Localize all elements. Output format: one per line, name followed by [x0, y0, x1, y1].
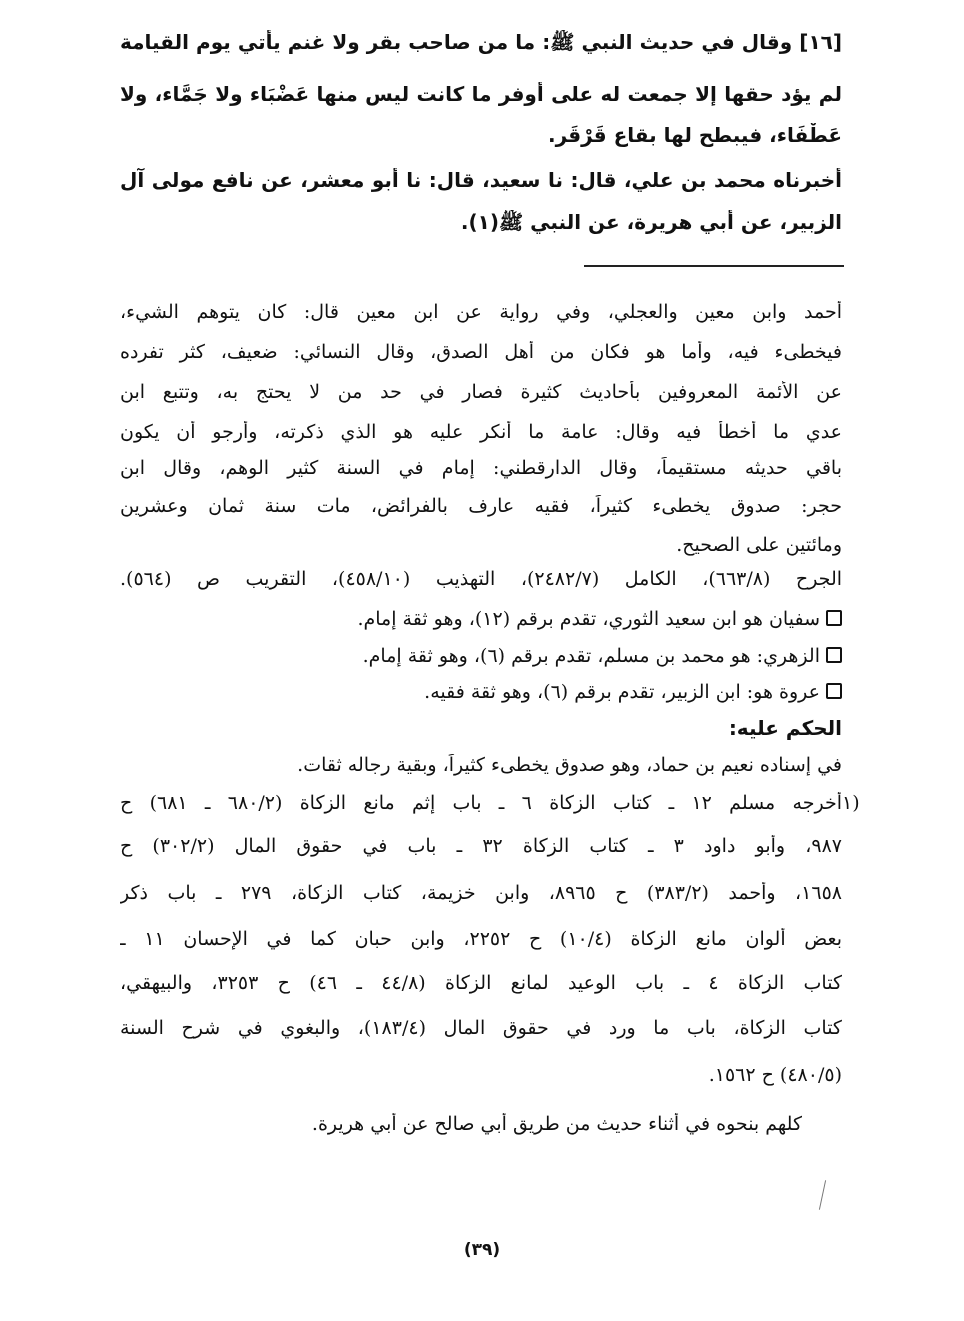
footnote-line-3: ١٦٥٨، وأحمد (٣٨٣/٢) ح ٨٩٦٥، وابن خزيمة، كتاب الزكاة، ٢٧٩ ـ باب ذكر	[120, 882, 842, 904]
bullet-text: عروة هو: ابن الزبير، تقدم برقم (٦)، وهو ثقة فقيه.	[424, 681, 820, 703]
narrator-bullet	[120, 645, 842, 667]
commentary-line-4: عدي ما أخطأ فيه وقال: عامة ما أنكر عليه هو الذي ذكرته، وأرجو أن يكون	[120, 421, 842, 443]
ruling-heading: الحكم عليه:	[728, 716, 842, 740]
references-line: الجرح (٦٦٣/٨)، الكامل (٢٤٨٢/٧)، التهذيب (٤٥٨/١٠)، التقريب ص (٥٦٤).	[120, 568, 842, 590]
main-text-line-2: لم يؤد حقها إلا جمعت له على أوفر ما كانت ليس منها عَضْبَاء ولا جَمَّاء، ولا	[120, 82, 842, 106]
checkbox-square-icon	[826, 683, 842, 699]
main-text-line-1: [١٦] وقال في حديث النبي ﷺ: ما من صاحب بقر ولا غنم يأتي يوم القيامة	[120, 30, 842, 54]
page-number: (٣٩)	[463, 1240, 501, 1260]
checkbox-square-icon	[826, 610, 842, 626]
main-text-line-4: أخبرناه محمد بن علي، قال: نا سعيد، قال: نا أبو معشر، عن نافع مولى آل	[120, 168, 842, 192]
main-text-line-5: الزبير، عن أبي هريرة، عن النبي ﷺ(١).	[460, 210, 842, 234]
ruling-text: في إسناده نعيم بن حماد، وهو صدوق يخطىء كثيراً، وبقية رجاله ثقات.	[297, 754, 842, 776]
narrator-bullet	[120, 681, 842, 703]
footnote-line-7: (٤٨٠/٥) ح ١٥٦٢.	[708, 1064, 842, 1086]
commentary-line-5: باقي حديثه مستقيماً، وقال الدارقطني: إمام في السنة كثير الوهم، وقال ابن	[120, 457, 842, 479]
scan-mark	[819, 1180, 826, 1210]
commentary-line-2: فيخطىء فيه، وأما هو فكان من أهل الصدق، وقال النسائي: ضعيف، كثر تفرده	[120, 341, 842, 363]
narrator-bullet	[120, 608, 842, 630]
footnote-line-1: أخرجه مسلم ١٢ ـ كتاب الزكاة ٦ ـ باب إثم مانع الزكاة (٦٨٠/٢ ـ ٦٨١) ح	[120, 792, 842, 814]
footnote-line-5: كتاب الزكاة ٤ ـ باب الوعيد لمانع الزكاة (٤٤/٨ ـ ٤٦) ح ٣٢٥٣، والبيهقي،	[120, 972, 842, 994]
commentary-line-7: ومائتين على الصحيح.	[676, 534, 842, 556]
main-text-line-3: عَطْفَاء، فيبطح لها بقاع قَرْقَر.	[547, 123, 842, 147]
footnote-number: ١)	[842, 792, 860, 814]
checkbox-square-icon	[826, 647, 842, 663]
bullet-text: سفيان هو ابن سعيد الثوري، تقدم برقم (١٢)، وهو ثقة إمام.	[357, 608, 820, 630]
commentary-line-6: حجر: صدوق يخطىء كثيراً، فقيه عارف بالفرائض، مات سنة ثمان وعشرين	[120, 495, 842, 517]
footnote-line-2: ٩٨٧، وأبو داود ٣ ـ كتاب الزكاة ٣٢ ـ باب في حقوق المال (٣٠٢/٢) ح	[120, 835, 842, 857]
commentary-line-1: أحمد وابن معين والعجلي، وفي رواية عن ابن معين قال: كان يتوهم الشيء،	[120, 301, 842, 323]
footnote-divider	[584, 265, 844, 267]
footnote-line-6: كتاب الزكاة، باب ما ورد في حقوق المال (١٨٣/٤)، والبغوي في شرح السنة	[120, 1017, 842, 1039]
footnote-trailing: كلهم بنحوه في أثناء حديث من طريق أبي صالح عن أبي هريرة.	[311, 1113, 802, 1135]
commentary-line-3: عن الأئمة المعروفين بأحاديث كثيرة فصار في حد من لا يحتج به، وتتبع ابن	[120, 381, 842, 403]
bullet-text: الزهري: هو محمد بن مسلم، تقدم برقم (٦)، وهو ثقة إمام.	[362, 645, 820, 667]
footnote-line-4: بعض ألوان مانع الزكاة (١٠/٤) ح ٢٢٥٢، وابن حبان كما في الإحسان ١١ ـ	[120, 928, 842, 950]
